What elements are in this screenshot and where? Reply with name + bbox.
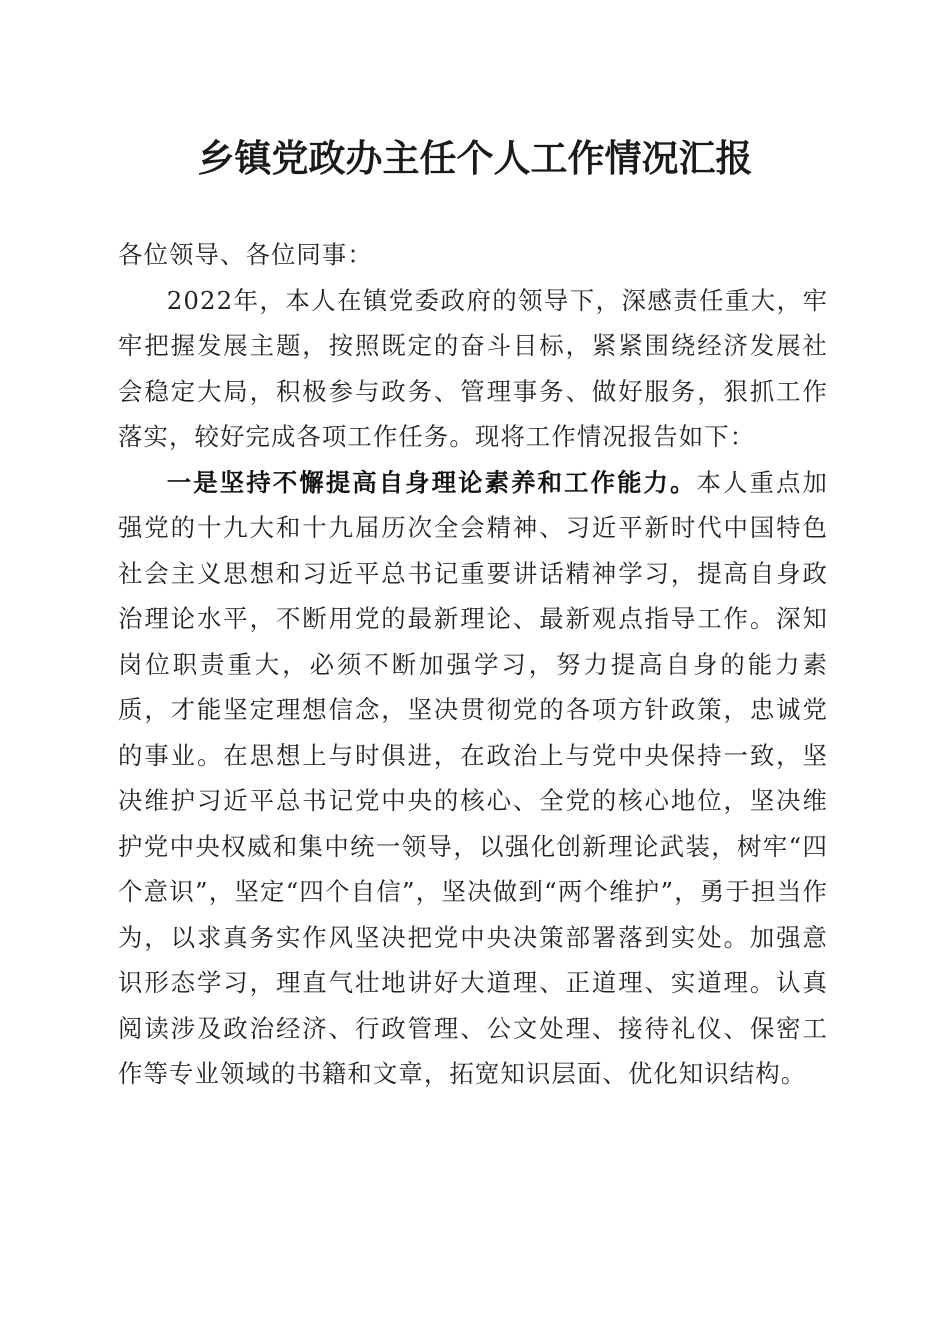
document-title: 乡镇党政办主任个人工作情况汇报: [197, 136, 753, 180]
paragraph-section-1: [118, 460, 828, 1097]
section-1-body: 本人重点加强党的十九大和十九届历次全会精神、习近平新时代中国特色社会主义思想和习近平总书记重要讲话精神学习，提高自身政治理论水平，不断用党的最新理论、最新观点指导工作。深知岗位职责重大，必须不断加强学习，努力提高自身的能力素质，才能坚定理想信念，坚决贯彻党的各项方针政策，忠诚党的事业。在思想上与时俱进，在政治上与党中央保持一致，坚决维护习近平总书记党中央的核心、全党的核心地位，坚决维护党中央权威和集中统一领导，以强化创新理论武装，树牢“四个意识”，坚定“四个自信”，坚决做到“两个维护”，勇于担当作为，以求真务实作风坚决把党中央决策部署落到实处。加强意识形态学习，理直气壮地讲好大道理、正道理、实道理。认真阅读涉及政治经济、行政管理、公文处理、接待礼仪、保密工作等专业领域的书籍和文章，拓宽知识层面、优化知识结构。: [118, 467, 828, 1088]
salutation: 各位领导、各位同事：: [118, 240, 373, 269]
section-1-heading: 一是坚持不懈提高自身理论素养和工作能力。: [166, 467, 697, 497]
document-body: [118, 232, 828, 1097]
paragraph-intro: 2022年，本人在镇党委政府的领导下，深感责任重大，牢牢把握发展主题，按照既定的奋斗目标，紧紧围绕经济发展社会稳定大局，积极参与政务、管理事务、做好服务，狠抓工作落实，较好完成各项工作任务。现将工作情况报告如下：: [118, 285, 828, 451]
